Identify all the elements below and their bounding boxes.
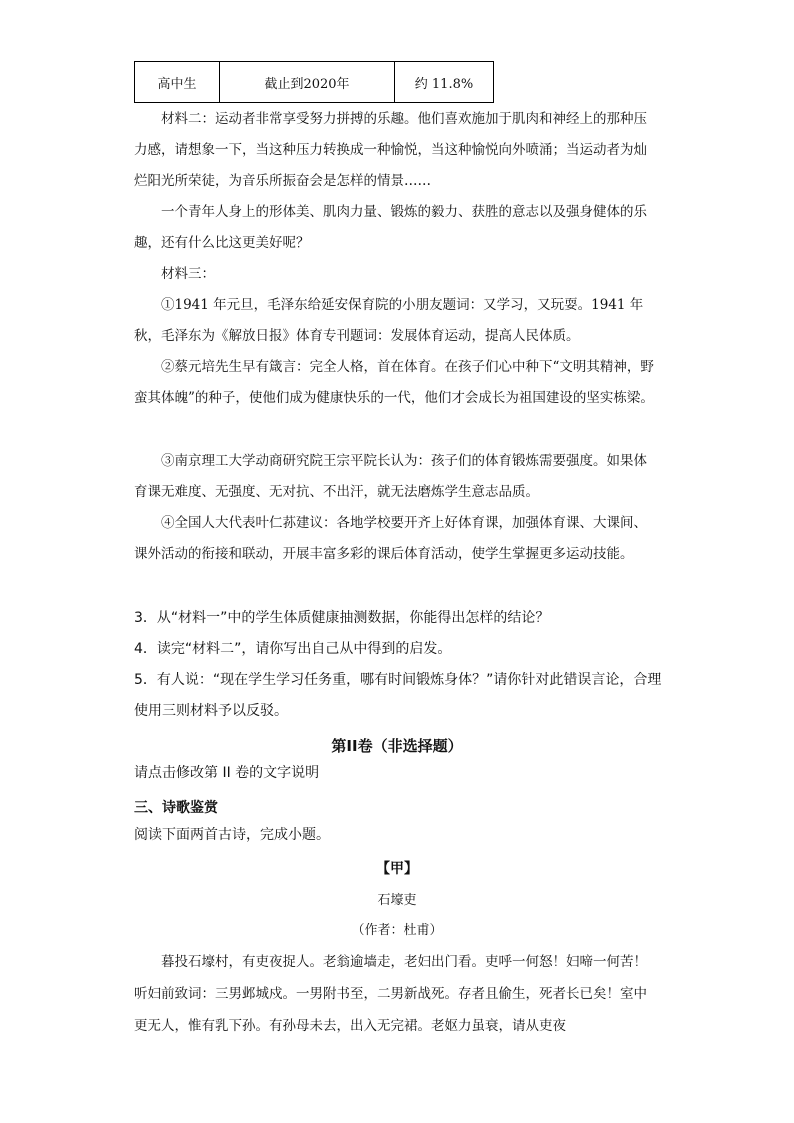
- question-3: 3．从“材料一”中的学生体质健康抽测数据，你能得出怎样的结论？: [134, 610, 550, 626]
- material3-item-3: ③南京理工大学动商研究院王宗平院长认为：孩子们的体育锻炼需要强度。如果体育课无难度、无强度、无对抗、不出汗，就无法磨炼学生意志品质。: [134, 453, 647, 500]
- material3-item-2: ②蔡元培先生早有箴言：完全人格，首在体育。在孩子们心中种下“文明其精神，野蛮其体魄”的种子，使他们成为健康快乐的一代，他们才会成长为祖国建设的坚实栋梁。: [134, 359, 654, 406]
- table-cell-period: 截止到2020年: [220, 62, 395, 103]
- material3-heading: 材料三：: [161, 266, 215, 282]
- poem-author: （作者：杜甫）: [351, 923, 443, 938]
- material2-paragraph-1: 材料二：运动者非常享受努力拼搏的乐趣。他们喜欢施加于肌肉和神经上的那种压力感，请想象一下，当这种压力转换成一种愉悦，当这种愉悦向外喷涌；当运动者为灿烂阳光所荣徒，为音乐所振奋会是怎样的情景……: [134, 111, 647, 189]
- section-heading: 三、诗歌鉴赏: [134, 800, 218, 816]
- part2-note: 请点击修改第 II 卷的文字说明: [134, 765, 320, 781]
- section-instruction: 阅读下面两首古诗，完成小题。: [134, 827, 330, 843]
- poem-text: 暮投石壕村，有吏夜捉人。老翁逾墙走，老妇出门看。吏呼一何怒！妇啼一何苦！听妇前致词：三男邺城戍。一男附书至，二男新战死。存者且偷生，死者长已矣！室中更无人，惟有乳下孙。有孙母未去，出入无完裙。老妪力虽衰，请从吏夜: [134, 954, 647, 1034]
- poem-label: 【甲】: [376, 861, 418, 877]
- question-5: 5．有人说：“现在学生学习任务重，哪有时间锻炼身体？”请你针对此错误言论，合理使用三则材料予以反驳。: [134, 672, 662, 719]
- table-row: [135, 62, 494, 103]
- material3-item-4: ④全国人大代表叶仁荪建议：各地学校要开齐上好体育课，加强体育课、大课间、课外活动的衔接和联动，开展丰富多彩的课后体育活动，使学生掌握更多运动技能。: [134, 515, 647, 562]
- part2-title: 第II卷（非选择题）: [331, 737, 463, 755]
- material3-item-1: ①1941 年元旦，毛泽东给延安保育院的小朋友题词：又学习，又玩耍。1941 年秋，毛泽东为《解放日报》体育专刊题词：发展体育运动，提高人民体质。: [134, 297, 644, 344]
- table-cell-group: 高中生: [135, 62, 220, 103]
- material2-paragraph-2: 一个青年人身上的形体美、肌肉力量、锻炼的毅力、获胜的意志以及强身健体的乐趣，还有什么比这更美好呢？: [134, 204, 647, 251]
- table-cell-rate: 约 11.8%: [395, 62, 494, 103]
- poem-title: 石壕吏: [377, 893, 417, 908]
- data-table: [134, 61, 494, 103]
- question-4: 4．读完“材料二”，请你写出自己从中得到的启发。: [134, 641, 452, 657]
